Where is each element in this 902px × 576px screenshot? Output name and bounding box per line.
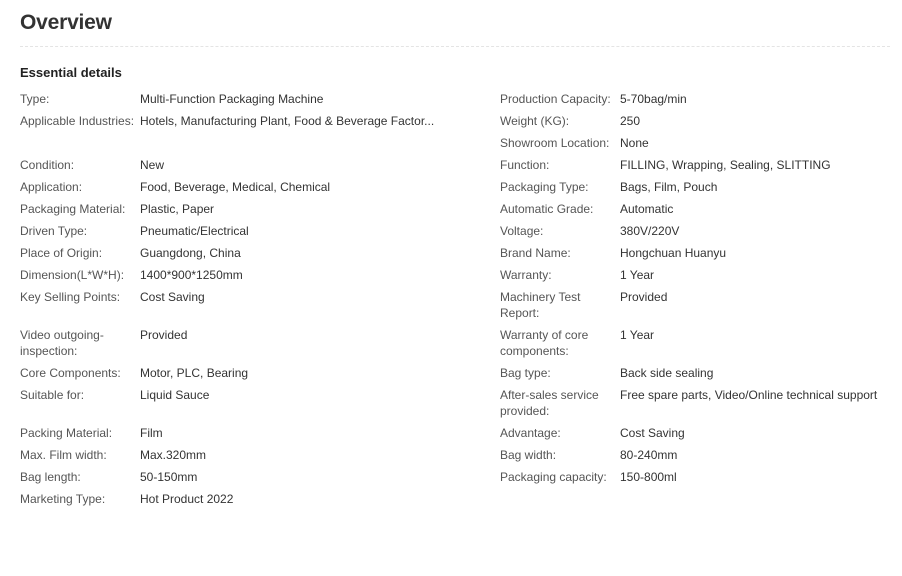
detail-row-right bbox=[500, 179, 890, 195]
detail-row-right bbox=[500, 245, 890, 261]
detail-label: Core Components: bbox=[20, 366, 121, 380]
detail-label: Showroom Location: bbox=[500, 136, 610, 150]
detail-row-right bbox=[500, 113, 890, 129]
detail-value: Cost Saving bbox=[140, 290, 205, 304]
detail-row-right bbox=[500, 223, 890, 239]
detail-row-left bbox=[20, 267, 500, 283]
detail-label: Function: bbox=[500, 158, 550, 172]
detail-row-left bbox=[20, 135, 500, 151]
detail-label: Bag type: bbox=[500, 366, 551, 380]
detail-label: Production Capacity: bbox=[500, 92, 611, 106]
detail-label: Applicable Industries: bbox=[20, 114, 135, 128]
detail-label: Packaging Type: bbox=[500, 180, 589, 194]
detail-row-left bbox=[20, 425, 500, 441]
detail-value: New bbox=[140, 158, 165, 172]
detail-value: Provided bbox=[620, 290, 668, 304]
detail-value: 1 Year bbox=[620, 328, 655, 342]
detail-row-left bbox=[20, 365, 500, 381]
detail-row-left bbox=[20, 469, 500, 485]
detail-label: Application: bbox=[20, 180, 83, 194]
detail-value: 150-800ml bbox=[620, 470, 677, 484]
detail-row-left bbox=[20, 491, 500, 507]
detail-label: Key Selling Points: bbox=[20, 290, 121, 304]
detail-label: Automatic Grade: bbox=[500, 202, 594, 216]
detail-label: Machinery Test Report: bbox=[500, 290, 581, 320]
detail-label: Dimension(L*W*H): bbox=[20, 268, 125, 282]
detail-value: Food, Beverage, Medical, Chemical bbox=[140, 180, 331, 194]
detail-label: Packing Material: bbox=[20, 426, 113, 440]
detail-row-left bbox=[20, 387, 500, 419]
detail-value: Automatic bbox=[620, 202, 674, 216]
detail-value: 50-150mm bbox=[140, 470, 198, 484]
detail-row-left bbox=[20, 201, 500, 217]
detail-label: Marketing Type: bbox=[20, 492, 106, 506]
detail-row-left bbox=[20, 289, 500, 321]
detail-value: Hot Product 2022 bbox=[140, 492, 234, 506]
detail-row-right bbox=[500, 469, 890, 485]
detail-value: Free spare parts, Video/Online technical support bbox=[620, 388, 878, 402]
detail-label: Suitable for: bbox=[20, 388, 85, 402]
detail-row-right bbox=[500, 91, 890, 107]
detail-value: Pneumatic/Electrical bbox=[140, 224, 249, 238]
detail-row-left bbox=[20, 91, 500, 107]
detail-row-right bbox=[500, 425, 890, 441]
detail-row-left bbox=[20, 113, 500, 129]
detail-value: Multi-Function Packaging Machine bbox=[140, 92, 324, 106]
detail-row-right bbox=[500, 365, 890, 381]
detail-value: 380V/220V bbox=[620, 224, 680, 238]
detail-label: Warranty of core components: bbox=[500, 328, 589, 358]
detail-label: Weight (KG): bbox=[500, 114, 570, 128]
detail-label: Packaging Material: bbox=[20, 202, 126, 216]
detail-row-left bbox=[20, 327, 500, 359]
detail-row-right bbox=[500, 447, 890, 463]
detail-label: Max. Film width: bbox=[20, 448, 107, 462]
detail-label: Driven Type: bbox=[20, 224, 88, 238]
detail-value: Provided bbox=[140, 328, 188, 342]
detail-row-right bbox=[500, 289, 890, 321]
detail-row-right bbox=[500, 267, 890, 283]
title-divider bbox=[20, 46, 890, 47]
detail-value: Cost Saving bbox=[620, 426, 685, 440]
detail-value: FILLING, Wrapping, Sealing, SLITTING bbox=[620, 158, 831, 172]
detail-row-left bbox=[20, 223, 500, 239]
detail-label: Advantage: bbox=[500, 426, 561, 440]
detail-row-right bbox=[500, 387, 890, 419]
detail-label: Video outgoing-inspection: bbox=[20, 328, 104, 358]
detail-value: 1 Year bbox=[620, 268, 655, 282]
detail-row-right bbox=[500, 491, 890, 507]
detail-row-right bbox=[500, 201, 890, 217]
detail-label: Bag length: bbox=[20, 470, 81, 484]
detail-label: Warranty: bbox=[500, 268, 552, 282]
detail-row-right bbox=[500, 327, 890, 359]
detail-value: 80-240mm bbox=[620, 448, 678, 462]
detail-row-right bbox=[500, 135, 890, 151]
detail-row-right bbox=[500, 157, 890, 173]
detail-row-left bbox=[20, 157, 500, 173]
detail-label: Bag width: bbox=[500, 448, 557, 462]
detail-value: 5-70bag/min bbox=[620, 92, 687, 106]
detail-value: Bags, Film, Pouch bbox=[620, 180, 718, 194]
detail-label: Type: bbox=[20, 92, 50, 106]
detail-value: Back side sealing bbox=[620, 366, 714, 380]
detail-value: 1400*900*1250mm bbox=[140, 268, 243, 282]
detail-row-left bbox=[20, 179, 500, 195]
detail-label: Packaging capacity: bbox=[500, 470, 607, 484]
detail-label: Condition: bbox=[20, 158, 75, 172]
detail-value: Motor, PLC, Bearing bbox=[140, 366, 249, 380]
detail-value: Hongchuan Huanyu bbox=[620, 246, 727, 260]
detail-value: Plastic, Paper bbox=[140, 202, 215, 216]
detail-row-left bbox=[20, 245, 500, 261]
detail-value: Hotels, Manufacturing Plant, Food & Beverage Factor... bbox=[140, 114, 435, 128]
detail-value: Guangdong, China bbox=[140, 246, 241, 260]
detail-value: None bbox=[620, 136, 649, 150]
page-title: Overview bbox=[20, 11, 112, 34]
detail-label: After-sales service provided: bbox=[500, 388, 599, 418]
detail-label: Brand Name: bbox=[500, 246, 571, 260]
detail-label: Voltage: bbox=[500, 224, 544, 238]
detail-value: Liquid Sauce bbox=[140, 388, 210, 402]
detail-value: 250 bbox=[620, 114, 641, 128]
details-grid bbox=[20, 91, 890, 507]
detail-value: Film bbox=[140, 426, 163, 440]
detail-row-left bbox=[20, 447, 500, 463]
section-title: Essential details bbox=[20, 65, 122, 80]
detail-value: Max.320mm bbox=[140, 448, 207, 462]
detail-label: Place of Origin: bbox=[20, 246, 103, 260]
